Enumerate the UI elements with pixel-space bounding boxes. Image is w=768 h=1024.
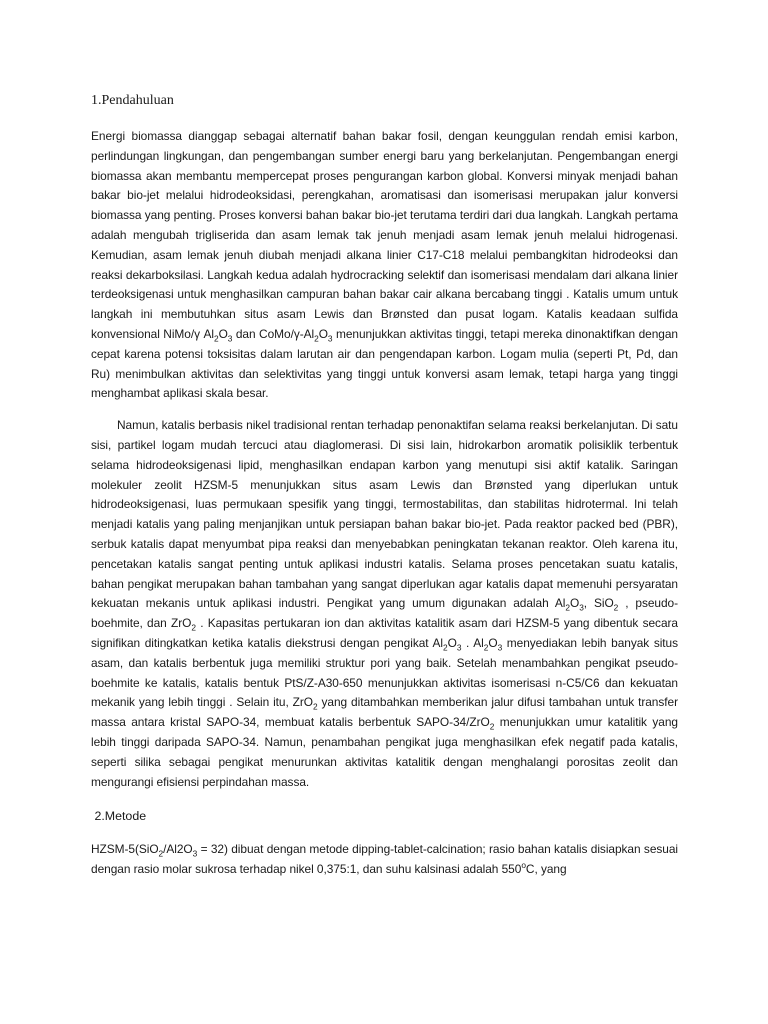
subscript: 3 <box>192 848 198 859</box>
section-heading-metode: 2.Metode <box>91 809 147 824</box>
subscript: 2 <box>483 642 489 653</box>
subscript: 3 <box>497 642 503 653</box>
paragraph-2: Namun, katalis berbasis nikel tradisional rentan terhadap penonaktifan selama reaksi berkelanjutan. Di satu sisi, partikel logam mudah tercuci atau diaglomerasi. Di sisi lain, hidrokarbon aromatik polisiklik terbentuk selama hidrodeoksigenasi lipid, menghasilkan endapan karbon yang menutupi sisi aktif katalik. Saringan molekuler zeolit HZSM-5 menunjukkan situs asam Lewis dan Brønsted yang diperlukan untuk hidrodeoksigenasi, luas permukaan spesifik yang tinggi, termostabilitas, dan stabilitas hidrotermal. Ini telah menjadi katalis yang paling menjanjikan untuk persiapan bahan bakar bio-jet. Pada reaktor packed bed (PBR), serbuk katalis dapat menyumbat pipa reaksi dan menyebabkan peningkatan tekanan reaktor. Oleh karena itu, pencetakan katalis sangat penting untuk aplikasi industri katalis. Selama proses pencetakan suatu katalis, bahan pengikat merupakan bahan tambahan yang sangat diperlukan agar katalis dapat memenuhi persyaratan kekuatan mekanis untuk aplikasi industri. Pengikat yang umum digunakan adalah $Al_2O_3$, SiO$_2$ , pseudo-boehmite, dan ZrO$_2$ . Kapasitas pertukaran ion dan aktivitas katalitik asam dari HZSM-5 yang dibentuk secara signifikan ditingkatkan ketika katalis diekstrusi dengan pengikat $Al_2O_3$ . $Al_2O_3$ menyediakan lebih banyak situs asam, dan katalis berbentuk juga memiliki struktur pori yang baik. Setelah menambahkan pengikat pseudo-boehmite ke katalis, katalis bentuk PtS/Z-A30-650 menunjukkan aktivitas isomerisasi n-C5/C6 dan kekuatan mekanik yang lebih tinggi . Selain itu, ZrO$_2$ yang ditambahkan memberikan jalur difusi tambahan untuk transfer massa antara kristal SAPO-34, membuat katalis berbentuk SAPO-34/ZrO$_2$ menunjukkan umur katalitik yang lebih tinggi daripada SAPO-34. Namun, penambahan pengikat juga menghasilkan efek negatif pada katalis, seperti silika sebagai pengikat menurunkan aktivitas katalitik dengan menghalangi porositas zeolit dan mengurangi efisiensi perpindahan massa. <box>91 418 679 789</box>
paragraph-3: HZSM-$5(SiO_2/Al2O_3 = 32)$ dibuat dengan metode dipping-tablet-calcination; rasio bahan katalis disiapkan sesuai dengan rasio molar sukrosa terhadap nikel 0,375:1, dan suhu kalsinasi adalah 550$^o$C, yang <box>91 842 678 877</box>
subscript: 2 <box>313 701 318 712</box>
subscript: 2 <box>314 333 319 344</box>
subscript: 2 <box>613 602 619 613</box>
paragraph-1: Energi biomassa dianggap sebagai alternatif bahan bakar fosil, dengan keunggulan rendah emisi karbon, perlindungan lingkungan, dan pengembangan sumber energi baru yang berkelanjutan. Pengembangan energi biomassa akan membantu mempercepat proses pengurangan karbon global. Konversi minyak menjadi bahan bakar bio-jet melalui hidrodeoksidasi, perengkahan, aromatisasi dan isomerisasi merupakan jalur konversi biomassa yang penting. Proses konversi bahan bakar bio-jet terutama terdiri dari dua langkah. Langkah pertama adalah mengubah trigliserida dan asam lemak tak jenuh menjadi asam lemak jenuh melalui hidrogenasi. Kemudian, asam lemak jenuh diubah menjadi alkana linier C17-C18 melalui pembangkitan hidrodeoksi dan reaksi dekarboksilasi. Langkah kedua adalah hydrocracking selektif dan isomerisasi mendalam dari alkana linier terdeoksigenasi untuk menghasilkan campuran bahan bakar cair alkana bercabang tinggi . Katalis umum untuk langkah ini membutuhkan situs asam Lewis dan Brønsted dan pusat logam. Katalis keadaan sulfida konvensional NiMo/γ $Al_2O_3$ dan CoMo/$\gamma-Al_2O_3$ menunjukkan aktivitas tinggi, tetapi mereka dinonaktifkan dengan cepat karena potensi toksisitas dalam larutan air dan pengendapan karbon. Logam mulia (seperti Pt, Pd, dan Ru) menimbulkan aktivitas dan selektivitas yang tinggi untuk konversi asam lemak, tetapi harga yang tinggi menghambat aplikasi skala besar. <box>91 129 678 401</box>
superscript: o <box>521 860 526 871</box>
subscript: 3 <box>227 333 233 344</box>
subscript: 2 <box>158 848 164 859</box>
subscript: 3 <box>456 642 462 653</box>
subscript: 2 <box>565 602 570 613</box>
subscript: 3 <box>327 333 333 344</box>
document-page <box>91 91 678 892</box>
subscript: 2 <box>489 721 495 732</box>
subscript: 2 <box>443 642 448 653</box>
subscript: 2 <box>213 333 219 344</box>
section-heading-pendahuluan: 1.Pendahuluan <box>91 93 174 108</box>
subscript: 3 <box>579 602 584 613</box>
subscript: 2 <box>191 622 196 633</box>
